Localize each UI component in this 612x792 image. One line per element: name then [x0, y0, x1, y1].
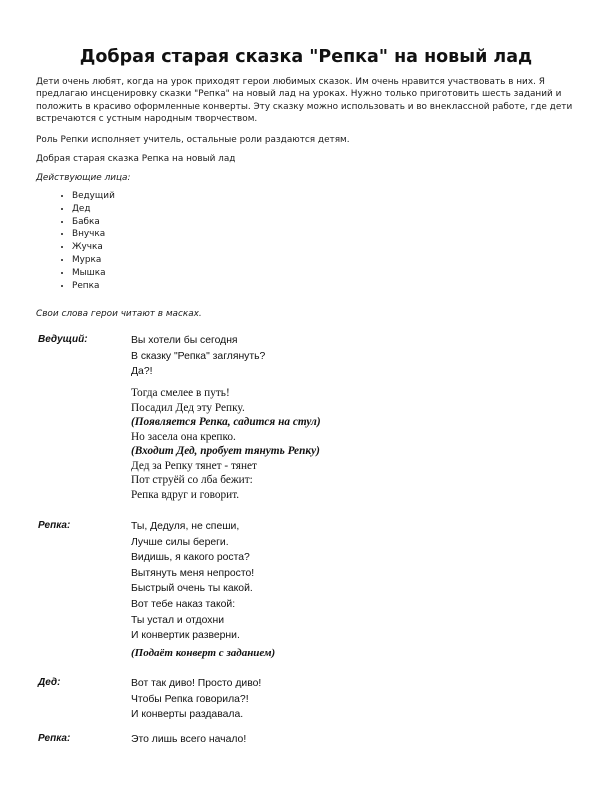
verse-line: Вы хотели бы сегодня	[131, 335, 238, 346]
stage-direction: (Подаёт конверт с заданием)	[131, 646, 276, 659]
verse-line: И конверты раздавала.	[131, 709, 244, 720]
masks-note: Свои слова герои читают в масках.	[36, 309, 202, 319]
verse-block	[131, 732, 246, 748]
verse-line: И конвертик разверни.	[131, 630, 240, 642]
cast-item: • Дед	[72, 203, 115, 216]
document-title: Добрая старая сказка "Репка" на новый лад	[79, 47, 533, 67]
cast-item: • Мурка	[72, 254, 115, 267]
verse-line: Дед за Репку тянет - тянет	[131, 459, 257, 472]
verse-line: Ты, Дедуля, не спеши,	[131, 521, 240, 532]
verse-line: Вытянуть меня непросто!	[131, 567, 255, 579]
verse-line: Ты устал и отдохни	[131, 614, 225, 626]
verse-line: Вот тебе наказ такой:	[131, 598, 236, 610]
verse-line: Да?!	[131, 366, 153, 377]
speaker-label: Репка:	[38, 520, 71, 531]
verse-line: Но засела она крепко.	[131, 430, 236, 443]
verse-line: Посадил Дед эту Репку.	[131, 401, 245, 414]
verse-line: Это лишь всего начало!	[131, 734, 247, 745]
cast-item: • Репка	[72, 280, 115, 293]
verse-line: Видишь, я какого роста?	[131, 552, 250, 564]
cast-item: • Жучка	[72, 241, 115, 254]
cast-item: • Бабка	[72, 216, 115, 229]
verse-block	[131, 333, 265, 380]
speaker-label: Дед:	[38, 677, 61, 688]
intro-paragraph: Дети очень любят, когда на урок приходят герои любимых сказок. Им очень нравится участвовать в них. Я предлагаю инсценировку сказки "Репка" на новый лад на уроках. Нужно только приготовить шесть заданий и положить в красиво оформленные конверты. Эту сказку можно использовать и во внеклассной работе, где дети встречаются с устным народным творчеством.	[36, 77, 573, 125]
verse-line: Лучше силы береги.	[131, 536, 229, 548]
verse-block	[131, 519, 275, 661]
verse-block	[131, 386, 321, 502]
verse-line: Быстрый очень ты какой.	[131, 583, 253, 595]
verse-line: Чтобы Репка говорила?!	[131, 693, 249, 705]
verse-block	[131, 676, 261, 723]
cast-list	[54, 190, 115, 292]
cast-item: • Ведущий	[72, 190, 115, 203]
verse-line: В сказку "Репка" заглянуть?	[131, 350, 266, 362]
stage-direction: (Появляется Репка, садится на стул)	[131, 416, 321, 428]
verse-line: Пот струёй со лба бежит:	[131, 474, 253, 486]
stage-direction: (Входит Дед, пробует тянуть Репку)	[131, 445, 320, 457]
verse-line: Репка вдруг и говорит.	[131, 488, 240, 501]
cast-item: • Мышка	[72, 267, 115, 280]
speaker-label: Ведущий:	[38, 334, 88, 345]
cast-heading: Действующие лица:	[36, 173, 131, 183]
cast-item: • Внучка	[72, 228, 115, 241]
verse-line: Тогда смелее в путь!	[131, 387, 230, 399]
speaker-label: Репка:	[38, 733, 71, 744]
role-note: Роль Репки исполняет учитель, остальные роли раздаются детям.	[36, 135, 350, 145]
subtitle: Добрая старая сказка Репка на новый лад	[36, 154, 236, 164]
verse-line: Вот так диво! Просто диво!	[131, 678, 262, 689]
